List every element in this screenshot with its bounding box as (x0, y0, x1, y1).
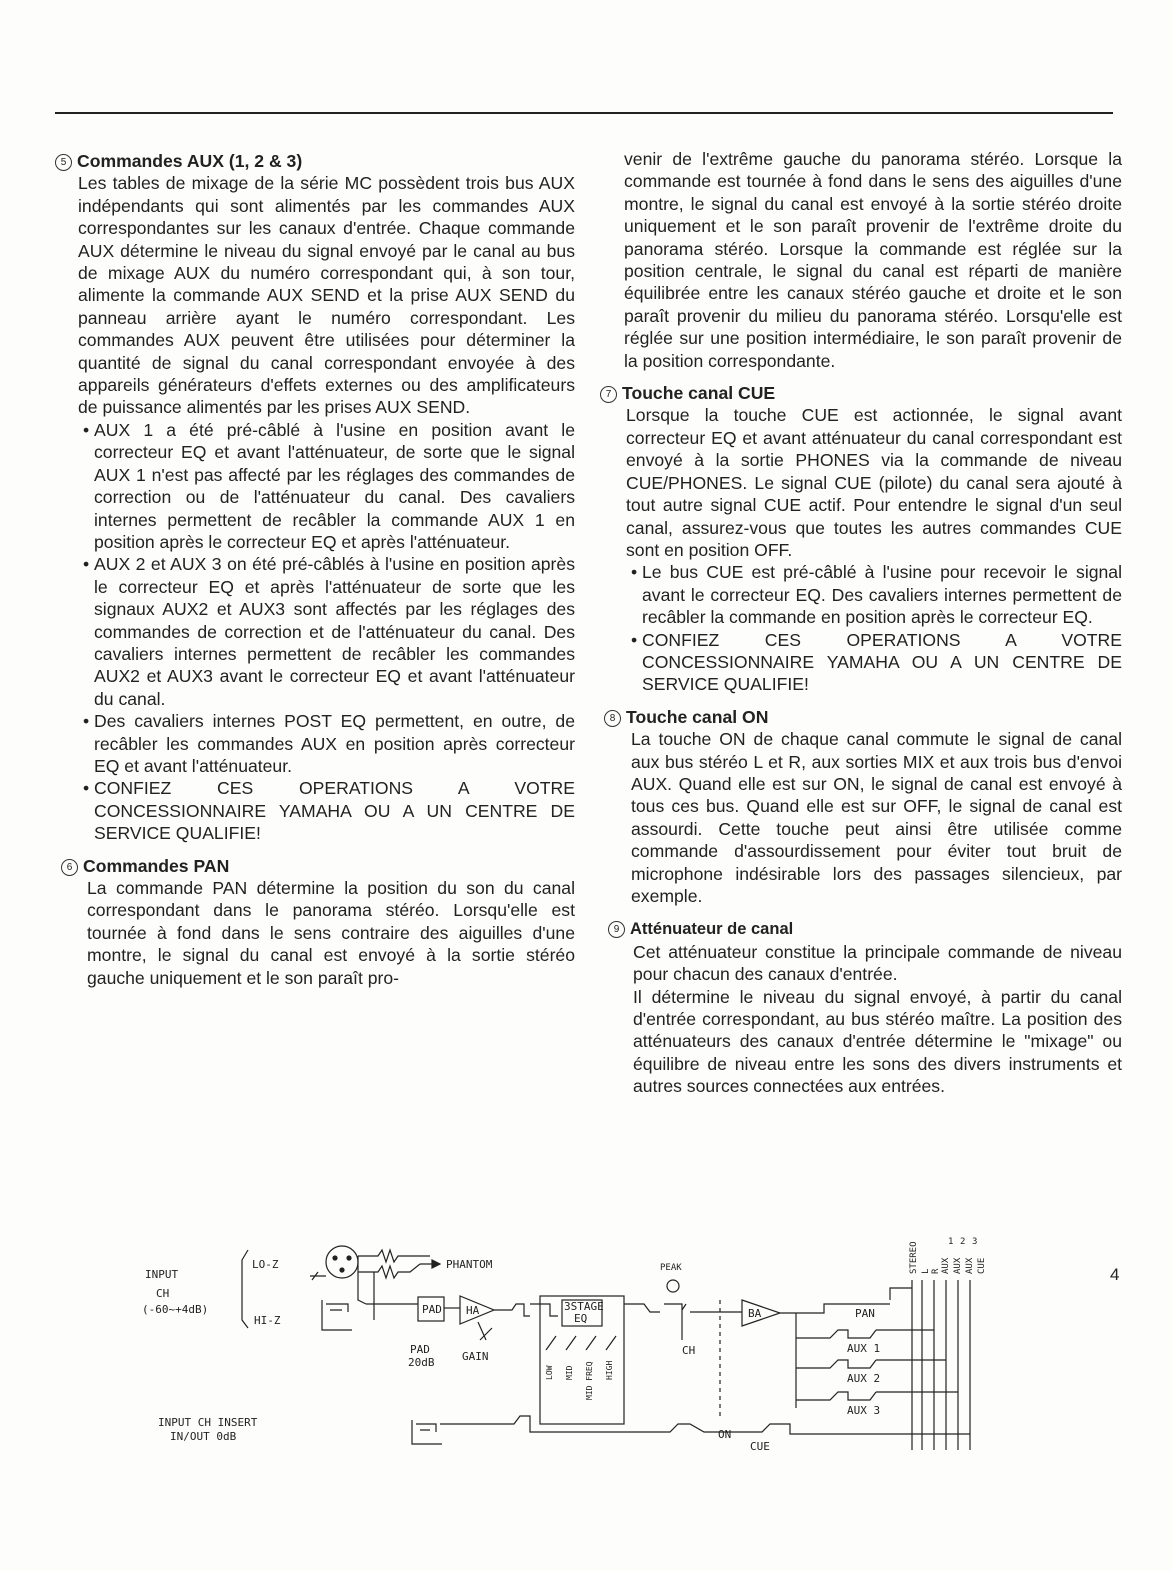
section-heading (608, 917, 1122, 940)
bullet-item: • AUX 2 et AUX 3 on été pré-câblés à l'usine en position après le correcteur EQ et après l'atténuateur de sorte que les signaux AUX2 et AUX3 sont affectés par les réglages des commandes de correction et de l'atténuateur du canal. Des cavaliers internes permettent de recâbler les commandes AUX2 et AUX3 avant le correcteur EQ et avant l'atténuateur du canal. (78, 553, 575, 710)
insert-label-1: INPUT CH INSERT (158, 1416, 258, 1429)
bus-label-stereo: STEREO (909, 1241, 919, 1274)
section-title: Commandes AUX (1, 2 & 3) (77, 151, 303, 171)
phantom-label: PHANTOM (446, 1258, 493, 1271)
page-number: 4 (1110, 1265, 1120, 1284)
fader-ch-label: CH (682, 1344, 696, 1357)
eq-title: 3STAGE (564, 1300, 604, 1313)
circled-number: 6 (61, 859, 78, 876)
eq-band-high: HIGH (605, 1360, 614, 1380)
bus-label-r: R (931, 1268, 941, 1274)
insert-label-2: IN/OUT 0dB (170, 1430, 237, 1443)
eq-band-midfreq: MID FREQ (585, 1361, 594, 1400)
aux2-label: AUX 2 (847, 1372, 881, 1385)
circled-number: 5 (55, 154, 72, 171)
bullet-item: • AUX 1 a été pré-câblé à l'usine en position avant le correcteur EQ et avant l'atténuateur, de sorte que le signal AUX 1 n'est pas affecté par les réglages des commandes de correction ou de l'atténuateur du canal. Des cavaliers internes permettent de recâbler la commande AUX 1 en position après le correcteur EQ et après l'atténuateur. (78, 419, 575, 553)
peak-label: PEAK (660, 1263, 682, 1273)
pad-label: PAD (422, 1303, 442, 1316)
input-label: INPUT (145, 1268, 179, 1281)
top-rule (55, 112, 1113, 114)
range-label: (-60~+4dB) (142, 1303, 209, 1316)
section-on (600, 706, 1122, 908)
phantom-resistor-1 (358, 1250, 430, 1262)
section-aux (55, 150, 575, 845)
xlr-connector-icon (326, 1246, 358, 1278)
eq-sub: EQ (574, 1312, 588, 1325)
ch-label: CH (156, 1287, 170, 1300)
bus-label-aux1: AUX (941, 1257, 951, 1274)
eq-band-mid: MID (565, 1365, 574, 1380)
section-heading (61, 855, 575, 877)
pad-text: PAD (410, 1343, 430, 1356)
bus-num-1: 1 (948, 1237, 954, 1247)
output-buses (912, 1280, 970, 1450)
bullet-item: • Des cavaliers internes POST EQ permettent, en outre, de recâbler les commandes AUX en position après correcteur EQ et avant l'atténuateur. (78, 710, 575, 777)
lo-z-label: LO-Z (252, 1258, 279, 1271)
paragraph: Il détermine le niveau du signal envoyé, à partir du canal d'entrée correspondant, au bus stéréo maître. La position des atténuateurs des canaux d'entrée détermine le "mixage" ou équilibre de niveau entre les sons des divers instruments et autres sources connectées aux entrées. (633, 986, 1122, 1097)
on-label: ON (718, 1428, 732, 1441)
eq-band-low: LOW (545, 1365, 554, 1380)
phantom-resistor-2 (358, 1264, 420, 1278)
aux3-label: AUX 3 (847, 1404, 881, 1417)
insert-jack-icon (412, 1420, 442, 1444)
left-column (55, 150, 575, 999)
cue-label: CUE (750, 1440, 770, 1453)
channel-block-diagram (130, 1200, 1010, 1470)
section-heading (600, 382, 1122, 404)
circled-number: 9 (608, 921, 625, 938)
right-column (600, 148, 1122, 1108)
section-pan (55, 855, 575, 989)
bullet-item: • CONFIEZ CES OPERATIONS A VOTRE CONCESSIONNAIRE YAMAHA OU A UN CENTRE DE SERVICE QUALIFIE! (78, 777, 575, 844)
section-heading (604, 706, 1122, 728)
section-heading (55, 150, 575, 172)
phone-jack-icon (322, 1300, 352, 1330)
paragraph: Les tables de mixage de la série MC possèdent trois bus AUX indépendants qui sont alimentés par les commandes AUX correspondantes sur les canaux d'entrée. Chaque commande AUX détermine le niveau du signal envoyé par le canal au bus de mixage AUX du numéro correspondant qui, à son tour, alimente la commande AUX SEND et la prise AUX SEND du panneau arrière ayant le numéro correspondant. Les commandes AUX peuvent être utilisées pour déterminer la quantité de signal du canal correspondant envoyée à des appareils générateurs d'effets externes ou des amplificateurs de puissance alimentés par les prises AUX SEND. (78, 173, 575, 418)
section-fader (600, 917, 1122, 1097)
bus-label-cue: CUE (977, 1257, 987, 1274)
bullet-item: • Le bus CUE est pré-câblé à l'usine pour recevoir le signal avant le correcteur EQ. Des cavaliers internes permettent de recâbler la commande en position après le correcteur EQ. (626, 561, 1122, 628)
paragraph: La commande PAN détermine la position du son du canal correspondant dans le panorama stéréo. Lorsqu'elle est tournée à fond dans le sens contraire des aiguilles d'une montre, le signal du canal est envoyé à la sortie stéréo gauche uniquement et le son paraît pro- (87, 878, 575, 988)
bullet-item: • CONFIEZ CES OPERATIONS A VOTRE CONCESSIONNAIRE YAMAHA OU A UN CENTRE DE SERVICE QUALIFIE! (626, 629, 1122, 696)
gain-label: GAIN (462, 1350, 489, 1363)
peak-led-icon (667, 1280, 679, 1292)
section-cue (600, 382, 1122, 696)
circled-number: 7 (600, 386, 617, 403)
pan-label: PAN (855, 1307, 875, 1320)
paragraph: La touche ON de chaque canal commute le signal de canal aux bus stéréo L et R, aux sorties MIX et aux trois bus d'envoi AUX. Quand elle est sur ON, le signal de canal est envoyé à tous ces bus. Quand elle est sur OFF, le signal de canal est assourdi. Cette touche peut ainsi être utilisée comme commande d'assourdissement pour éviter tout bruit de microphone indésirable lors des passages silencieux, par exemple. (631, 729, 1122, 906)
bus-label-aux2: AUX (953, 1257, 963, 1274)
paragraph: Lorsque la touche CUE est actionnée, le signal avant correcteur EQ et avant atténuateur du canal correspondant est envoyé à la sortie PHONES via la commande de niveau CUE/PHONES. Le signal CUE (pilote) du canal sera ajouté à tout autre signal CUE actif. Pour entendre le signal d'un seul canal, assurez-vous que toutes les autres commandes CUE sont en position OFF. (626, 405, 1122, 560)
aux1-label: AUX 1 (847, 1342, 881, 1355)
bus-num-2: 2 (960, 1237, 966, 1247)
ha-label: HA (466, 1304, 480, 1317)
section-title: Touche canal CUE (622, 383, 776, 404)
continuation-paragraph: venir de l'extrême gauche du panorama stéréo. Lorsque la commande est tournée à fond dans le sens des aiguilles d'une montre, le signal du canal est envoyé à la sortie stéréo droite uniquement et le son paraît provenir de l'extrême droite du panorama stéréo. Lorsque la commande est réglée sur la position centrale, le signal du canal est réparti de manière équilibrée entre les canaux stéréo gauche et droite et le son paraît provenir du milieu du panorama stéréo. Lorsqu'elle est réglée sur une position intermédiaire, le son paraît provenir de la position correspondante. (624, 149, 1122, 371)
input-brace (242, 1250, 248, 1328)
bus-label-aux3: AUX (965, 1257, 975, 1274)
bus-num-3: 3 (972, 1237, 978, 1247)
ba-label: BA (748, 1307, 762, 1320)
section-title: Atténuateur de canal (630, 920, 794, 939)
hi-z-label: HI-Z (254, 1314, 281, 1327)
bus-label-l: L (921, 1268, 931, 1274)
section-title: Touche canal ON (626, 706, 769, 727)
pad-db-text: 20dB (408, 1356, 435, 1369)
paragraph: Cet atténuateur constitue la principale commande de niveau pour chacun des canaux d'entrée. (633, 941, 1122, 985)
section-title: Commandes PAN (83, 855, 230, 876)
circled-number: 8 (604, 710, 621, 727)
